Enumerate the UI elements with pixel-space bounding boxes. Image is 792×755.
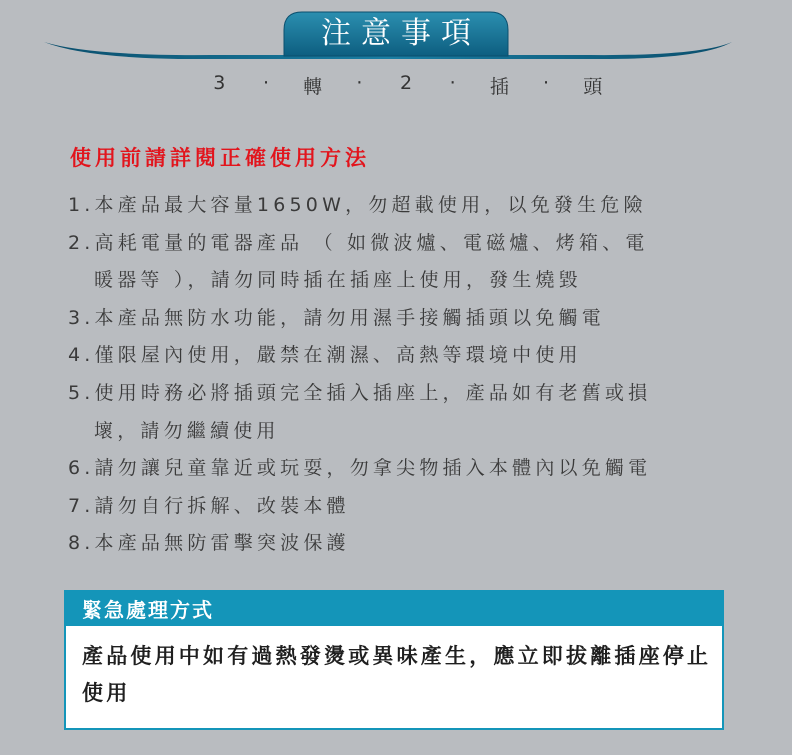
list-item-text: 1.本產品最大容量1650W，勿超載使用，以免發生危險 xyxy=(68,194,647,216)
list-item-text: 5.使用時務必將插頭完全插入插座上，產品如有老舊或損 xyxy=(68,381,652,404)
subtitle-char: 轉 xyxy=(303,76,323,98)
list-item-text: 4.僅限屋內使用，嚴禁在潮濕、高熱等環境中使用 xyxy=(68,344,582,367)
subtitle-separator: · xyxy=(543,72,550,94)
list-item xyxy=(68,488,758,526)
subtitle-char: 頭 xyxy=(583,76,603,98)
emergency-title: 緊急處理方式 xyxy=(82,598,214,622)
list-item xyxy=(68,225,758,300)
emergency-body xyxy=(66,626,722,728)
list-item xyxy=(68,337,758,375)
emergency-text: 產品使用中如有過熱發燙或異味產生，應立即拔離插座停止使用 xyxy=(82,644,712,705)
list-item xyxy=(68,375,758,450)
page-title: 注意事項 xyxy=(321,16,481,51)
subtitle-separator: · xyxy=(356,72,363,94)
subtitle-char: 3 xyxy=(213,72,226,94)
list-item xyxy=(68,300,758,338)
list-item xyxy=(68,450,758,488)
subtitle-separator: · xyxy=(449,72,456,94)
list-item-text: 2.高耗電量的電器產品 （ 如微波爐、電磁爐、烤箱、電 xyxy=(68,231,649,254)
subtitle-char: 插 xyxy=(489,76,509,98)
subtitle-product-name xyxy=(196,72,616,99)
precautions-list xyxy=(68,187,758,563)
list-item-text: 8.本產品無防雷擊突波保護 xyxy=(68,532,350,555)
list-item-text: 3.本產品無防水功能，請勿用濕手接觸插頭以免觸電 xyxy=(68,306,605,329)
subtitle-char: 2 xyxy=(399,72,413,94)
list-item-continuation: 壞，請勿繼續使用 xyxy=(94,419,280,442)
emergency-box xyxy=(64,590,724,730)
subtitle-separator: · xyxy=(262,72,270,94)
list-item xyxy=(68,525,758,563)
list-item xyxy=(68,187,758,225)
list-item-text: 7.請勿自行拆解、改裝本體 xyxy=(68,494,350,517)
list-item-continuation: 暖器等 ），請勿同時插在插座上使用，發生燒毀 xyxy=(94,269,582,292)
list-item-text: 6.請勿讓兒童靠近或玩耍，勿拿尖物插入本體內以免觸電 xyxy=(68,457,652,480)
warning-heading: 使用前請詳閱正確使用方法 xyxy=(70,146,370,170)
